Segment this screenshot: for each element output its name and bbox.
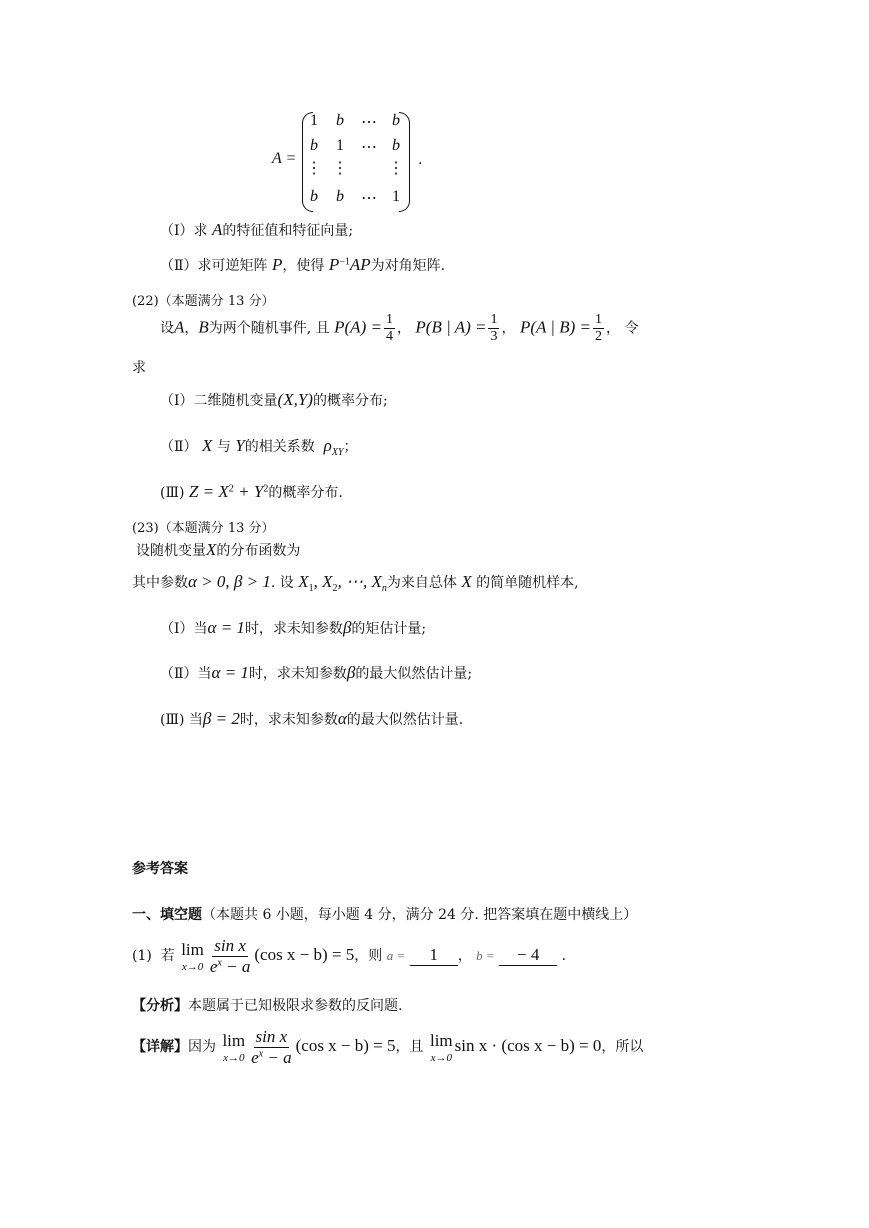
q21-part-1: （Ⅰ）求 A的特征值和特征向量; [160,220,354,239]
q23-part-3: (Ⅲ) 当β = 2时，求未知参数α的最大似然估计量. [160,709,464,728]
matrix-cell: ⋯ [361,139,377,156]
q22-header: (22)（本题满分 13 分） [132,294,275,309]
matrix-cell: b [392,112,400,129]
answer-blank-a: 1 [410,945,458,966]
answers-title: 参考答案 [132,861,188,877]
limit: lim x→0 [429,1030,453,1064]
matrix-cell: ⋮ [306,160,322,177]
matrix-end: . [418,152,423,168]
q23-part-1: （Ⅰ）当α = 1时，求未知参数β的矩估计量; [160,618,427,637]
matrix-cell: 1 [336,137,344,154]
answer-blank-b: − 4 [499,945,557,966]
matrix-block [272,112,432,212]
matrix-label: A = [272,150,297,167]
matrix-cell: b [310,137,318,154]
q22-part-1: （Ⅰ）二维随机变量(X,Y)的概率分布; [160,390,388,409]
q23-header: (23)（本题满分 13 分） [132,521,275,536]
answer-q1: (1) 若 lim x→0 $\frac{\text{sin x}}{e^x - a}$ (cos x − b) = 5，则 a = 1 ， b = − 4 . [132,936,567,976]
answers-section-heading: 一、填空题（本题共 6 小题，每小题 4 分，满分 24 分. 把答案填在题中横线上） [132,907,638,923]
matrix-cell: ⋮ [388,160,404,177]
analysis: 【分析】本题属于已知极限求参数的反问题. [132,998,403,1014]
matrix-cell: ⋯ [361,190,377,207]
q22-intro: 设A，B为两个随机事件, 且 P(A) = $\frac{1}{4}$ ， P(B | A) = $\frac{1}{3}$ ， P(A | B) = $\frac{1}{2}$ ， 令 [160,312,639,345]
fraction: $\frac{1}{4}$ [385,312,393,345]
matrix-cell: b [392,137,400,154]
matrix-cell: b [336,112,344,129]
matrix-cell: ⋮ [332,160,348,177]
q22-part-2: （Ⅱ） X 与 Y的相关系数 $\rho_{XY}$； [160,436,358,458]
fraction: $\frac{\text{sin x}}{e^x - a}$ [251,1027,292,1067]
matrix-cell: 1 [310,112,318,129]
matrix [302,112,410,212]
matrix-cell: b [336,188,344,205]
q23-part-2: （Ⅱ）当α = 1时，求未知参数β的最大似然估计量; [160,663,473,682]
fraction: $\frac{1}{2}$ [595,312,603,345]
q22-part-3: (Ⅲ) $Z = X^2 + Y^2$的概率分布. [160,482,343,501]
limit: lim x→0 [181,939,204,973]
fraction: $\frac{1}{3}$ [490,312,498,345]
limit: lim x→0 [222,1030,246,1064]
q23-intro: 设随机变量X的分布函数为 [136,540,301,559]
q21-part-2: （Ⅱ）求可逆矩阵 P，使得 $P^{-1}AP$为对角矩阵. [160,255,446,274]
detail: 【详解】因为 lim x→0 $\frac{\text{sin x}}{e^x - a}$ (cos x − b) = 5，且 lim x→0 sin x · (cos x − b) = 0，所以 [132,1027,644,1067]
matrix-cell: ⋯ [361,114,377,131]
matrix-cell: 1 [392,188,400,205]
matrix-cell: b [310,188,318,205]
q22-qiu: 求 [132,360,146,376]
fraction: $\frac{\text{sin x}}{e^x - a}$ [209,936,251,976]
q23-conditions: 其中参数α > 0, β > 1. 设 $X_1$, $X_2$, ⋯, $X_n$为来自总体 X 的简单随机样本, [132,572,579,594]
